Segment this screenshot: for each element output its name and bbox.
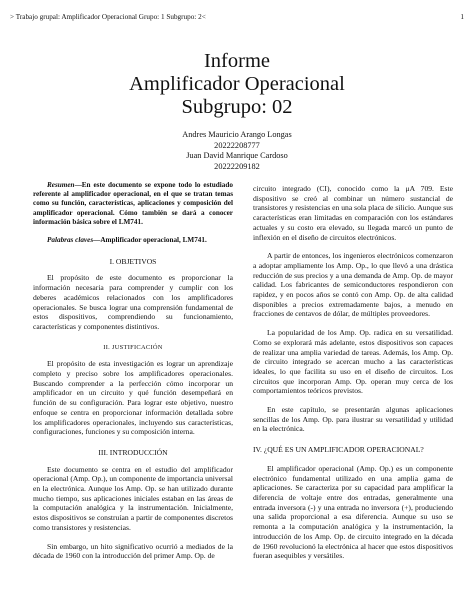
paragraph-right-2: A partir de entonces, los ingenieros electrónicos comenzaron a adoptar ampliamente los Amp. Op., lo que llevó a una drástica reducción de sus precios y a una demanda de Amp. Op. de mayor calidad. Los fabricantes de semiconductores respondieron con rapidez, y en pocos años se contó con Amp. Op. de alta calidad disponibles a precios extremadamente bajos, a menudo en fracciones de centavos de dólar, de múltiples proveedores. xyxy=(253,251,453,319)
keywords-text: —Amplificador operacional, LM741. xyxy=(93,236,207,245)
paragraph-right-5: El amplificador operacional (Amp. Op.) es un componente electrónico fundamental utilizado en una amplia gama de aplicaciones. Se caracteriza por su capacidad para amplificar la diferencia de voltaje entre dos entradas, generalmente una entrada inversora (-) y una entrada no inversora (+), produciendo una salida proporcional a esa diferencia. Aunque su uso se remonta a la computación analógica y la instrumentación, la introducción de los Amp. Op. de circuito integrado en la década de 1960 revolucionó la electrónica al hacer que estos dispositivos fueran asequibles y versátiles. xyxy=(253,463,453,561)
author-block xyxy=(0,130,474,172)
title-line-2: Amplificador Operacional xyxy=(129,73,345,95)
running-title: > Trabajo grupal: Amplificador Operacional Grupo: 1 Subgrupo: 2< xyxy=(10,13,206,21)
title-line-3: Subgrupo: 02 xyxy=(181,96,293,118)
section-heading-que-es: IV. ¿QUÉ ES UN AMPLIFICADOR OPERACIONAL? xyxy=(253,445,424,455)
right-column xyxy=(253,184,453,561)
left-column xyxy=(33,181,233,561)
author-id-2: 20222209182 xyxy=(214,161,260,171)
paragraph-objetivos: El propósito de este documento es proporcionar la información necesaria para comprender y cumplir con los deberes académicos relacionados con los amplificadores operacionales. Se busca lograr una comprensión fundamental de estos dispositivos, comprendiendo su funcionamiento, características y componentes distintivos. xyxy=(33,273,233,331)
paragraph-right-4: En este capítulo, se presentarán algunas aplicaciones sencillas de los Amp. Op. para ilustrar su versatilidad y utilidad en la electrónica. xyxy=(253,405,453,434)
title-line-1: Informe xyxy=(203,50,271,72)
keywords-label: Palabras claves xyxy=(47,236,94,245)
abstract xyxy=(33,181,233,227)
paragraph-intro-1: Este documento se centra en el estudio del amplificador operacional (Amp. Op.), un componente de importancia universal en la electrónica. Aunque los Amp. Op. se han utilizado durante mucho tiempo, sus aplicaciones iniciales estaban en las áreas de la computación analógica y la instrumentación. Inicialmente, estos dispositivos se construían a partir de componentes discretos como transistores y resistencias. xyxy=(33,464,233,532)
paragraph-right-3: La popularidad de los Amp. Op. radica en su versatilidad. Como se explorará más adelante, estos dispositivos son capaces de realizar una amplia variedad de tareas. Además, los Amp. Op. de circuito integrado se acercan mucho a las características ideales, lo que facilita su uso en el diseño de circuitos. Los circuitos que incorporan Amp. Op. operan muy cerca de los comportamientos teóricos previstos. xyxy=(253,328,453,396)
paragraph-justificacion: El propósito de esta investigación es lograr un aprendizaje completo y preciso sobre los amplificadores operacionales. Buscando comprender a la perfección cómo incorporar un amplificador en un circuito y qué función desempeñará en función de su configuración. Para lograr este objetivo, nuestro enfoque se centra en proporcionar información detallada sobre los amplificadores operacionales, incluyendo sus características, configuraciones, funciones y su composición interna. xyxy=(33,359,233,437)
paragraph-intro-2: Sin embargo, un hito significativo ocurrió a mediados de la década de 1960 con la introducción del primer Amp. Op. de xyxy=(33,541,233,561)
author-name-1: Andres Mauricio Arango Longas xyxy=(182,130,292,139)
keywords xyxy=(33,236,233,246)
page-number: 1 xyxy=(460,13,464,21)
section-heading-introduccion: III. INTRODUCCIÓN xyxy=(98,447,168,457)
section-heading-objetivos: I. OBJETIVOS xyxy=(109,256,157,266)
author-name-2: Juan David Manrique Cardoso xyxy=(186,151,288,161)
author-id-1: 20222208777 xyxy=(214,140,260,150)
section-heading-justificacion: II. JUSTIFICACIÓN xyxy=(103,343,163,351)
abstract-label: Resumen xyxy=(47,181,75,189)
abstract-text: —En este documento se expone todo lo estudiado referente al amplificador operacional, en el que se tratan temas como su función, características, aplicaciones y composición del amplificador operacional. Cómo también se dará a conocer información básica sobre el LM741. xyxy=(33,181,233,226)
running-header xyxy=(10,13,464,21)
paragraph-right-1: circuito integrado (CI), conocido como la μA 709. Este dispositivo se creó al combinar un número sustancial de transistores y resistencias en una sola placa de silicio. Aunque sus características eran limitadas en comparación con los estándares actuales y su costo era elevado, su llegada marcó un punto de inflexión en el diseño de circuitos electrónicos. xyxy=(253,184,453,242)
